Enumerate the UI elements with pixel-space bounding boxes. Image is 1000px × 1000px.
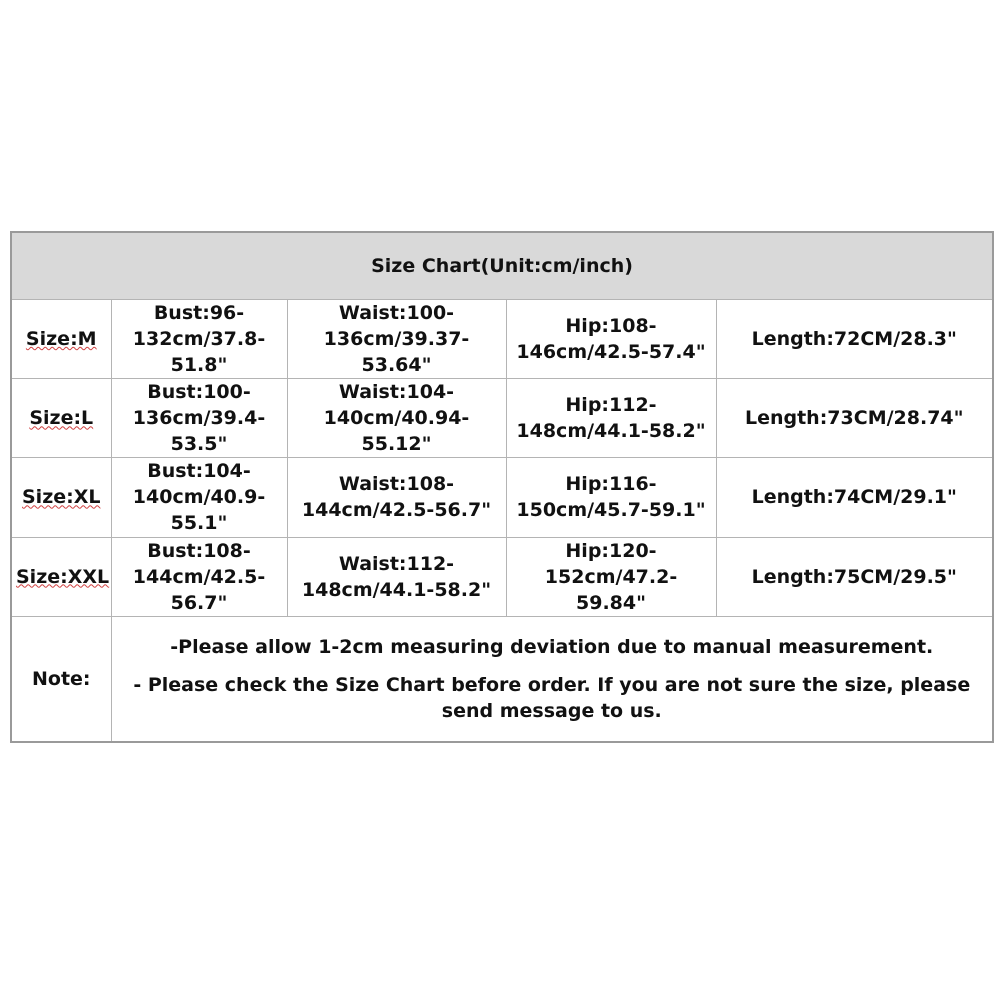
- waist-cell: Waist:104-140cm/40.94-55.12": [287, 379, 506, 458]
- chart-title-cell: [11, 232, 993, 300]
- header-row: [11, 232, 993, 300]
- waist-cell: Waist:100-136cm/39.37-53.64": [287, 300, 506, 379]
- length-cell: Length:75CM/29.5": [716, 537, 993, 616]
- size-label-cell: [11, 300, 111, 379]
- bust-cell: Bust:96-132cm/37.8-51.8": [111, 300, 287, 379]
- waist-cell: Waist:112-148cm/44.1-58.2": [287, 537, 506, 616]
- waist-cell: Waist:108-144cm/42.5-56.7": [287, 458, 506, 537]
- length-cell: Length:73CM/28.74": [716, 379, 993, 458]
- size-label-cell: [11, 379, 111, 458]
- size-row-xxl: [11, 537, 993, 616]
- hip-cell: Hip:120-152cm/47.2-59.84": [506, 537, 716, 616]
- length-cell: Length:72CM/28.3": [716, 300, 993, 379]
- size-row-l: [11, 379, 993, 458]
- hip-cell: Hip:112-148cm/44.1-58.2": [506, 379, 716, 458]
- bust-cell: Bust:108-144cm/42.5-56.7": [111, 537, 287, 616]
- size-row-xl: [11, 458, 993, 537]
- length-cell: Length:74CM/29.1": [716, 458, 993, 537]
- chart-title: Size Chart(Unit:cm/inch): [371, 255, 633, 278]
- size-row-m: [11, 300, 993, 379]
- note-text-cell: [111, 616, 993, 742]
- note-line-check-size: - Please check the Size Chart before order. If you are not sure the size, please send message to us.: [133, 673, 971, 722]
- bust-cell: Bust:104-140cm/40.9-55.1": [111, 458, 287, 537]
- size-label: Size:XL: [22, 486, 101, 509]
- size-label: Size:L: [29, 407, 94, 430]
- hip-cell: Hip:108-146cm/42.5-57.4": [506, 300, 716, 379]
- bust-cell: Bust:100-136cm/39.4-53.5": [111, 379, 287, 458]
- hip-cell: Hip:116-150cm/45.7-59.1": [506, 458, 716, 537]
- note-label: Note:: [11, 616, 111, 742]
- size-chart-table: [10, 231, 994, 743]
- size-label-cell: [11, 537, 111, 616]
- size-label-cell: [11, 458, 111, 537]
- size-label: Size:M: [25, 328, 97, 351]
- note-line-deviation: -Please allow 1-2cm measuring deviation due to manual measurement.: [170, 635, 934, 658]
- note-row: [11, 616, 993, 742]
- size-label: Size:XXL: [16, 565, 110, 588]
